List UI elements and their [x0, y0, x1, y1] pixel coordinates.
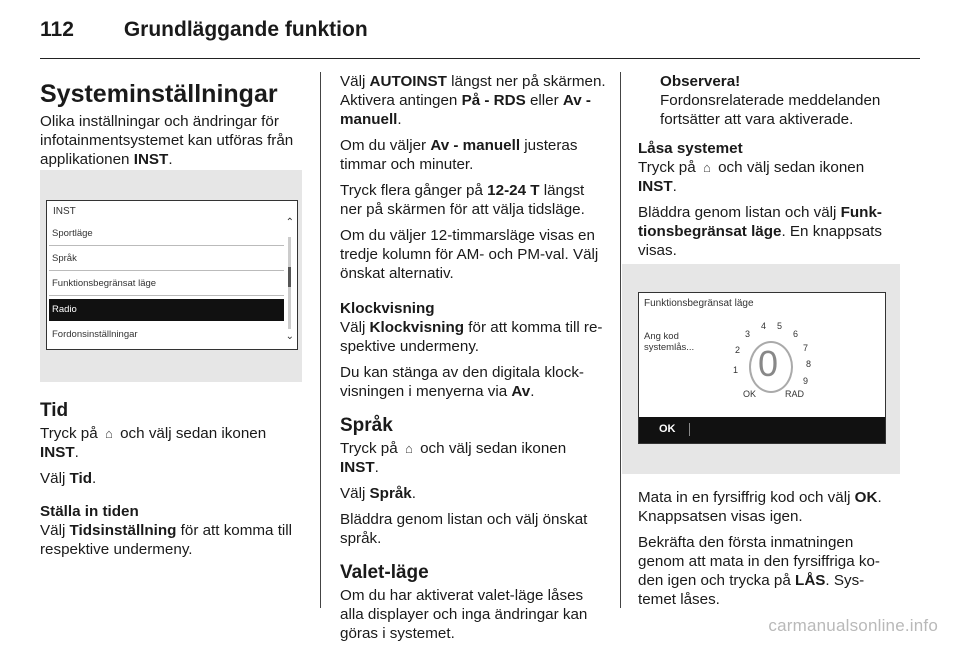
header-rule: [40, 58, 920, 59]
intro-paragraph: Olika inställningar och ändringar för infotainmentsystemet kan utföras från applikationen INST.: [40, 113, 294, 168]
tid-paragraph-2: Välj Tid.: [40, 470, 97, 487]
dial-rad: RAD: [785, 389, 805, 399]
klockvisning-paragraph-2: Du kan stänga av den digitala klock-visningen i menyerna via Av.: [340, 364, 584, 400]
sprak-paragraph-3: Bläddra genom listan och välj önskat språk.: [340, 511, 588, 547]
note-box: [660, 72, 902, 129]
autoinst-paragraph: Välj AUTOINST längst ner på skärmen. Aktivera antingen På - RDS eller Av - manuell.: [340, 73, 606, 128]
sprak-heading: Språk: [340, 415, 393, 436]
column-divider-2: [620, 72, 621, 608]
chevron-down-icon: ⌄: [285, 331, 294, 342]
bekrafta-paragraph: Bekräfta den första inmatningen genom att mata in den fyrsiffriga ko-den igen och trycka på LÅS. Sys-temet låses.: [638, 534, 880, 608]
column-2: [340, 72, 606, 650]
lasa-heading: Låsa systemet: [638, 140, 743, 157]
code-prompt: Ang kod systemlås...: [644, 331, 695, 353]
lasa-paragraph-1: Tryck på ⌂ och välj sedan ikonen INST.: [638, 159, 865, 195]
note-title: Observera!: [660, 73, 741, 90]
column-1-lower: [40, 396, 305, 566]
dial-ok: OK: [743, 389, 757, 399]
keypad-screen: [638, 292, 886, 444]
inst-screenshot: [40, 170, 302, 382]
scrollbar-thumb: [288, 267, 291, 287]
inst-screen: [46, 200, 298, 350]
screen-title: Funktionsbegränsat läge: [644, 298, 754, 309]
column-3: [638, 72, 902, 267]
chevron-up-icon: ⌃: [285, 217, 294, 228]
section-heading: Systeminställningar: [40, 80, 278, 108]
mata-paragraph: Mata in en fyrsiffrig kod och välj OK. Knappsatsen visas igen.: [638, 489, 882, 525]
watermark: carmanualsonline.info: [768, 616, 938, 635]
manuell-paragraph: Om du väljer Av - manuell justeras timmar och minuter.: [340, 137, 578, 173]
list-item: Funktionsbegränsat läge: [49, 273, 284, 296]
stalla-heading: Ställa in tiden: [40, 503, 139, 520]
note-text: Fordonsrelaterade meddelanden fortsätter att vara aktiverade.: [660, 92, 881, 128]
page-title: Grundläggande funktion: [123, 18, 368, 41]
dial-digit: 5: [777, 321, 783, 331]
keypad-screenshot: [622, 264, 900, 474]
page-header: [40, 18, 368, 42]
screen-title: INST: [53, 206, 76, 217]
current-digit: 0: [758, 343, 779, 384]
dial-digit: 2: [735, 345, 741, 355]
dial-digit: 1: [733, 365, 739, 375]
valet-paragraph: Om du har aktiverat valet-läge låses alla displayer och inga ändringar kan göras i systemet.: [340, 587, 588, 642]
tidslage-paragraph: Tryck flera gånger på 12-24 T längst ner på skärmen för att välja tidsläge.: [340, 182, 585, 218]
dial-digit: 6: [793, 329, 799, 339]
dial-digit: 7: [803, 343, 809, 353]
list-item: Språk: [49, 248, 284, 271]
dial-digit: 4: [761, 321, 767, 331]
valet-heading: Valet-läge: [340, 562, 429, 583]
ok-button: OK: [659, 423, 676, 435]
ampm-paragraph: Om du väljer 12-timmarsläge visas en tredje kolumn för AM- och PM-val. Välj önskat alternativ.: [340, 227, 599, 282]
dial-digit: 9: [803, 376, 809, 386]
lasa-paragraph-2: Bläddra genom listan och välj Funk-tionsbegränsat läge. En knappsats visas.: [638, 204, 882, 259]
home-icon: ⌂: [404, 441, 413, 456]
list-item-selected: Radio: [49, 299, 284, 321]
sprak-paragraph-1: Tryck på ⌂ och välj sedan ikonen INST.: [340, 440, 567, 476]
tid-heading: Tid: [40, 400, 69, 421]
sprak-paragraph-2: Välj Språk.: [340, 485, 416, 502]
bar-divider: [689, 423, 690, 436]
page-number: 112: [40, 18, 74, 41]
dial-digit: 8: [806, 359, 812, 369]
column-1: [40, 72, 305, 176]
tid-paragraph-1: Tryck på ⌂ och välj sedan ikonen INST.: [40, 425, 267, 461]
home-icon: ⌂: [104, 426, 113, 441]
klockvisning-heading: Klockvisning: [340, 300, 435, 317]
klockvisning-paragraph-1: Välj Klockvisning för att komma till re-spektive undermeny.: [340, 319, 603, 355]
list-item: Sportläge: [49, 223, 284, 246]
column-3-lower: [638, 488, 902, 616]
stalla-paragraph: Välj Tidsinställning för att komma till respektive undermeny.: [40, 522, 293, 558]
list-item: Fordonsinställningar: [52, 329, 138, 340]
home-icon: ⌂: [702, 160, 711, 175]
column-divider-1: [320, 72, 321, 608]
bottom-bar: [639, 417, 885, 443]
dial-digit: 3: [745, 329, 751, 339]
